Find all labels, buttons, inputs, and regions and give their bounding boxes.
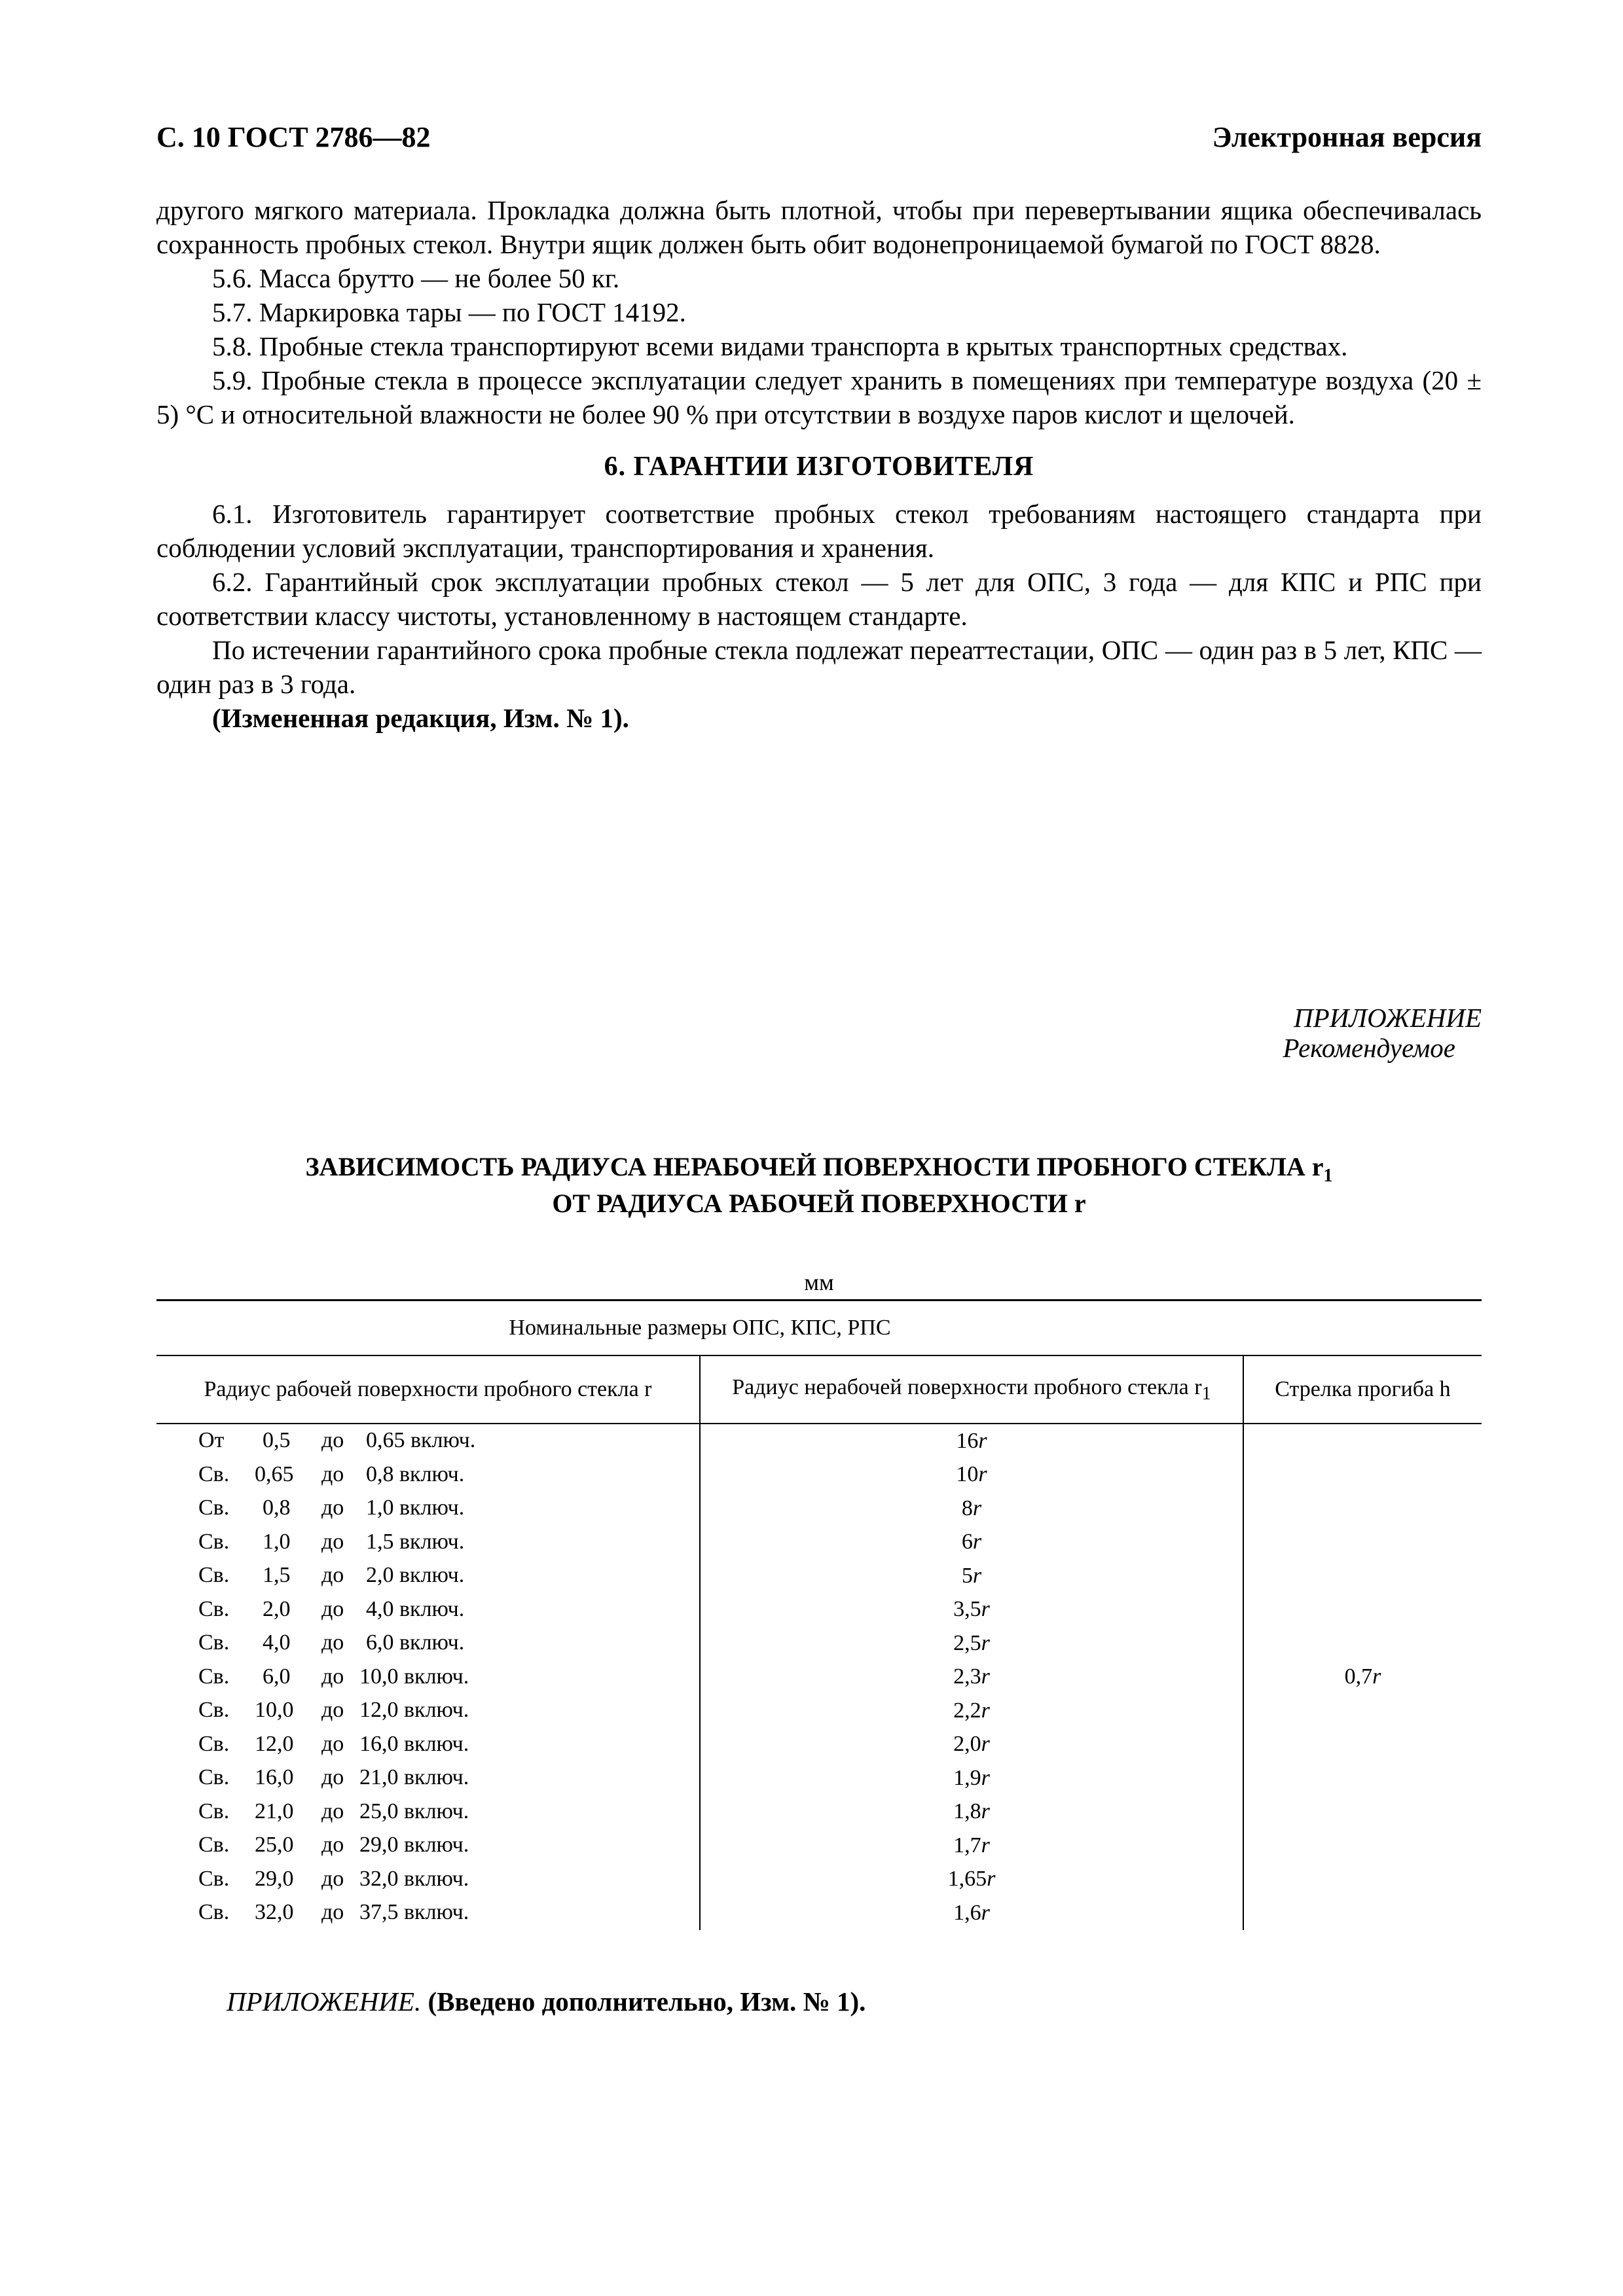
footer-note — [227, 1986, 866, 2017]
cell-radius-range — [156, 1829, 700, 1863]
range-from: 29,0 — [255, 1866, 294, 1891]
range-prefix: Св. — [198, 1900, 230, 1924]
cell-radius-range — [156, 1694, 700, 1728]
range-to-word: до — [321, 1664, 344, 1689]
cell-radius-nonworking: 1,8r — [700, 1795, 1243, 1829]
page-header-right: Электронная версия — [1212, 121, 1482, 153]
range-from: 0,65 — [255, 1462, 294, 1486]
range-prefix: Св. — [198, 1563, 230, 1587]
cell-radius-nonworking: 16r — [700, 1424, 1243, 1458]
range-from: 1,5 — [263, 1563, 291, 1587]
range-prefix: Св. — [198, 1799, 230, 1823]
cell-radius-nonworking: 2,0r — [700, 1728, 1243, 1762]
cell-radius-range — [156, 1492, 700, 1526]
table-row — [156, 1424, 1482, 1458]
cell-radius-nonworking: 10r — [700, 1458, 1243, 1492]
appendix-subtitle: Рекомендуемое — [1283, 1033, 1455, 1063]
cell-radius-range — [156, 1761, 700, 1795]
amendment-note: (Измененная редакция, Изм. № 1). — [212, 703, 629, 733]
cell-radius-range — [156, 1728, 700, 1762]
cell-radius-nonworking: 2,2r — [700, 1694, 1243, 1728]
range-from: 10,0 — [255, 1698, 294, 1722]
cell-radius-nonworking: 2,3r — [700, 1660, 1243, 1695]
paragraph: По истечении гарантийного срока пробные стекла подлежат переаттестации, ОПС — один раз в 5 лет, КПС — один раз в 3 года. — [156, 635, 1482, 699]
range-prefix: Св. — [198, 1630, 230, 1655]
group-header: Номинальные размеры ОПС, КПС, РПС — [156, 1300, 1243, 1356]
cell-radius-range — [156, 1626, 700, 1660]
cell-radius-nonworking: 1,9r — [700, 1761, 1243, 1795]
footer-note-bold: (Введено дополнительно, Изм. № 1). — [428, 1986, 866, 2017]
cell-radius-range — [156, 1863, 700, 1897]
range-from: 21,0 — [255, 1799, 294, 1823]
range-to-word: до — [321, 1799, 344, 1823]
paragraph: 6.2. Гарантийный срок эксплуатации пробных стекол — 5 лет для ОПС, 3 года — для КПС и РПС при соответствии классу чистоты, установленному в настоящем стандарте. — [156, 567, 1482, 631]
footer-note-italic: ПРИЛОЖЕНИЕ. — [227, 1986, 422, 2017]
paragraph: другого мягкого материала. Прокладка должна быть плотной, чтобы при перевертывании ящика обеспечивалась сохранность пробных стекол. Внутри ящик должен быть обит водонепроницаемой бумагой по ГОСТ 8828. — [156, 195, 1482, 259]
section6-paragraphs — [156, 497, 1482, 735]
cell-radius-nonworking: 3,5r — [700, 1593, 1243, 1627]
range-prefix: Св. — [198, 1866, 230, 1891]
range-to: 25,0 включ. — [359, 1799, 469, 1823]
paragraph: 5.7. Маркировка тары — по ГОСТ 14192. — [212, 297, 686, 327]
cell-radius-range — [156, 1896, 700, 1930]
range-to-word: до — [321, 1630, 344, 1655]
range-prefix: Св. — [198, 1698, 230, 1722]
range-prefix: Св. — [198, 1765, 230, 1789]
col-header-deflection: Стрелка прогиба h — [1243, 1355, 1482, 1424]
range-to: 32,0 включ. — [359, 1866, 469, 1891]
cell-radius-range — [156, 1526, 700, 1560]
range-prefix: От — [198, 1428, 225, 1452]
radius-table — [156, 1299, 1482, 1930]
cell-radius-range — [156, 1795, 700, 1829]
appendix-title: ПРИЛОЖЕНИЕ — [1294, 1003, 1482, 1033]
cell-radius-nonworking: 5r — [700, 1559, 1243, 1593]
range-prefix: Св. — [198, 1833, 230, 1857]
range-prefix: Св. — [198, 1462, 230, 1486]
range-to-word: до — [321, 1731, 344, 1756]
col-header-radius-working: Радиус рабочей поверхности пробного стекла r — [156, 1355, 700, 1424]
top-paragraphs — [156, 193, 1482, 431]
range-to: 10,0 включ. — [359, 1664, 469, 1689]
cell-radius-range — [156, 1559, 700, 1593]
range-prefix: Св. — [198, 1596, 230, 1621]
range-from: 12,0 — [255, 1731, 294, 1756]
table-unit: мм — [804, 1269, 834, 1295]
range-to-word: до — [321, 1596, 344, 1621]
paragraph: 5.6. Масса брутто — не более 50 кг. — [212, 263, 620, 293]
range-from: 0,8 — [263, 1496, 291, 1520]
range-to: 2,0 включ. — [366, 1563, 465, 1587]
paragraph: 6.1. Изготовитель гарантирует соответствие пробных стекол требованиям настоящего стандарта при соблюдении условий эксплуатации, транспортирования и хранения. — [156, 499, 1482, 563]
range-to-word: до — [321, 1866, 344, 1891]
range-to: 4,0 включ. — [366, 1596, 465, 1621]
range-prefix: Св. — [198, 1731, 230, 1756]
range-from: 4,0 — [263, 1630, 291, 1655]
range-to-word: до — [321, 1529, 344, 1554]
cell-radius-range — [156, 1458, 700, 1492]
cell-deflection: 0,7r — [1243, 1424, 1482, 1930]
cell-radius-nonworking: 1,65r — [700, 1863, 1243, 1897]
range-prefix: Св. — [198, 1496, 230, 1520]
cell-radius-range — [156, 1660, 700, 1695]
range-from: 25,0 — [255, 1833, 294, 1857]
cell-radius-nonworking: 1,7r — [700, 1829, 1243, 1863]
range-to-word: до — [321, 1496, 344, 1520]
table-title-line2: ОТ РАДИУСА РАБОЧЕЙ ПОВЕРХНОСТИ r — [552, 1189, 1086, 1218]
range-to-word: до — [321, 1462, 344, 1486]
range-to: 0,8 включ. — [366, 1462, 465, 1486]
page-header-left: С. 10 ГОСТ 2786—82 — [156, 121, 431, 153]
range-from: 1,0 — [263, 1529, 291, 1554]
range-to: 0,65 включ. — [366, 1428, 476, 1452]
group-header-empty — [1243, 1300, 1482, 1356]
range-to-word: до — [321, 1428, 344, 1452]
range-prefix: Св. — [198, 1664, 230, 1689]
range-to: 37,5 включ. — [359, 1900, 469, 1924]
table-title-subscript: 1 — [1323, 1166, 1333, 1186]
range-from: 32,0 — [255, 1900, 294, 1924]
cell-radius-range — [156, 1424, 700, 1458]
range-to-word: до — [321, 1833, 344, 1857]
cell-radius-nonworking: 6r — [700, 1526, 1243, 1560]
range-from: 6,0 — [263, 1664, 291, 1689]
range-to: 12,0 включ. — [359, 1698, 469, 1722]
range-from: 16,0 — [255, 1765, 294, 1789]
range-to: 1,0 включ. — [366, 1496, 465, 1520]
range-to: 6,0 включ. — [366, 1630, 465, 1655]
paragraph: 5.8. Пробные стекла транспортируют всеми видами транспорта в крытых транспортных средствах. — [212, 331, 1348, 361]
range-to-word: до — [321, 1563, 344, 1587]
col-header-radius-nonworking: Радиус нерабочей поверхности пробного стекла $r_1$ — [700, 1355, 1243, 1424]
cell-radius-nonworking: 1,6r — [700, 1896, 1243, 1930]
cell-radius-nonworking: 2,5r — [700, 1626, 1243, 1660]
cell-radius-range — [156, 1593, 700, 1627]
range-to-word: до — [321, 1765, 344, 1789]
range-to-word: до — [321, 1900, 344, 1924]
range-to: 16,0 включ. — [359, 1731, 469, 1756]
range-to-word: до — [321, 1698, 344, 1722]
range-from: 0,5 — [263, 1428, 291, 1452]
cell-radius-nonworking: 8r — [700, 1492, 1243, 1526]
table-title — [156, 1153, 1482, 1217]
section-title: 6. ГАРАНТИИ ИЗГОТОВИТЕЛЯ — [604, 452, 1034, 482]
range-to: 1,5 включ. — [366, 1529, 465, 1554]
paragraph: 5.9. Пробные стекла в процессе эксплуатации следует хранить в помещениях при температуре воздуха (20 ± 5) °С и относительной влажности не более 90 % при отсутствии в воздухе паров кислот и щелочей. — [156, 365, 1482, 429]
appendix-label — [1283, 1003, 1482, 1063]
range-from: 2,0 — [263, 1596, 291, 1621]
range-to: 21,0 включ. — [359, 1765, 469, 1789]
range-prefix: Св. — [198, 1529, 230, 1554]
range-to: 29,0 включ. — [359, 1833, 469, 1857]
table-title-line1: ЗАВИСИМОСТЬ РАДИУСА НЕРАБОЧЕЙ ПОВЕРХНОСТИ ПРОБНОГО СТЕКЛА r — [305, 1152, 1324, 1181]
